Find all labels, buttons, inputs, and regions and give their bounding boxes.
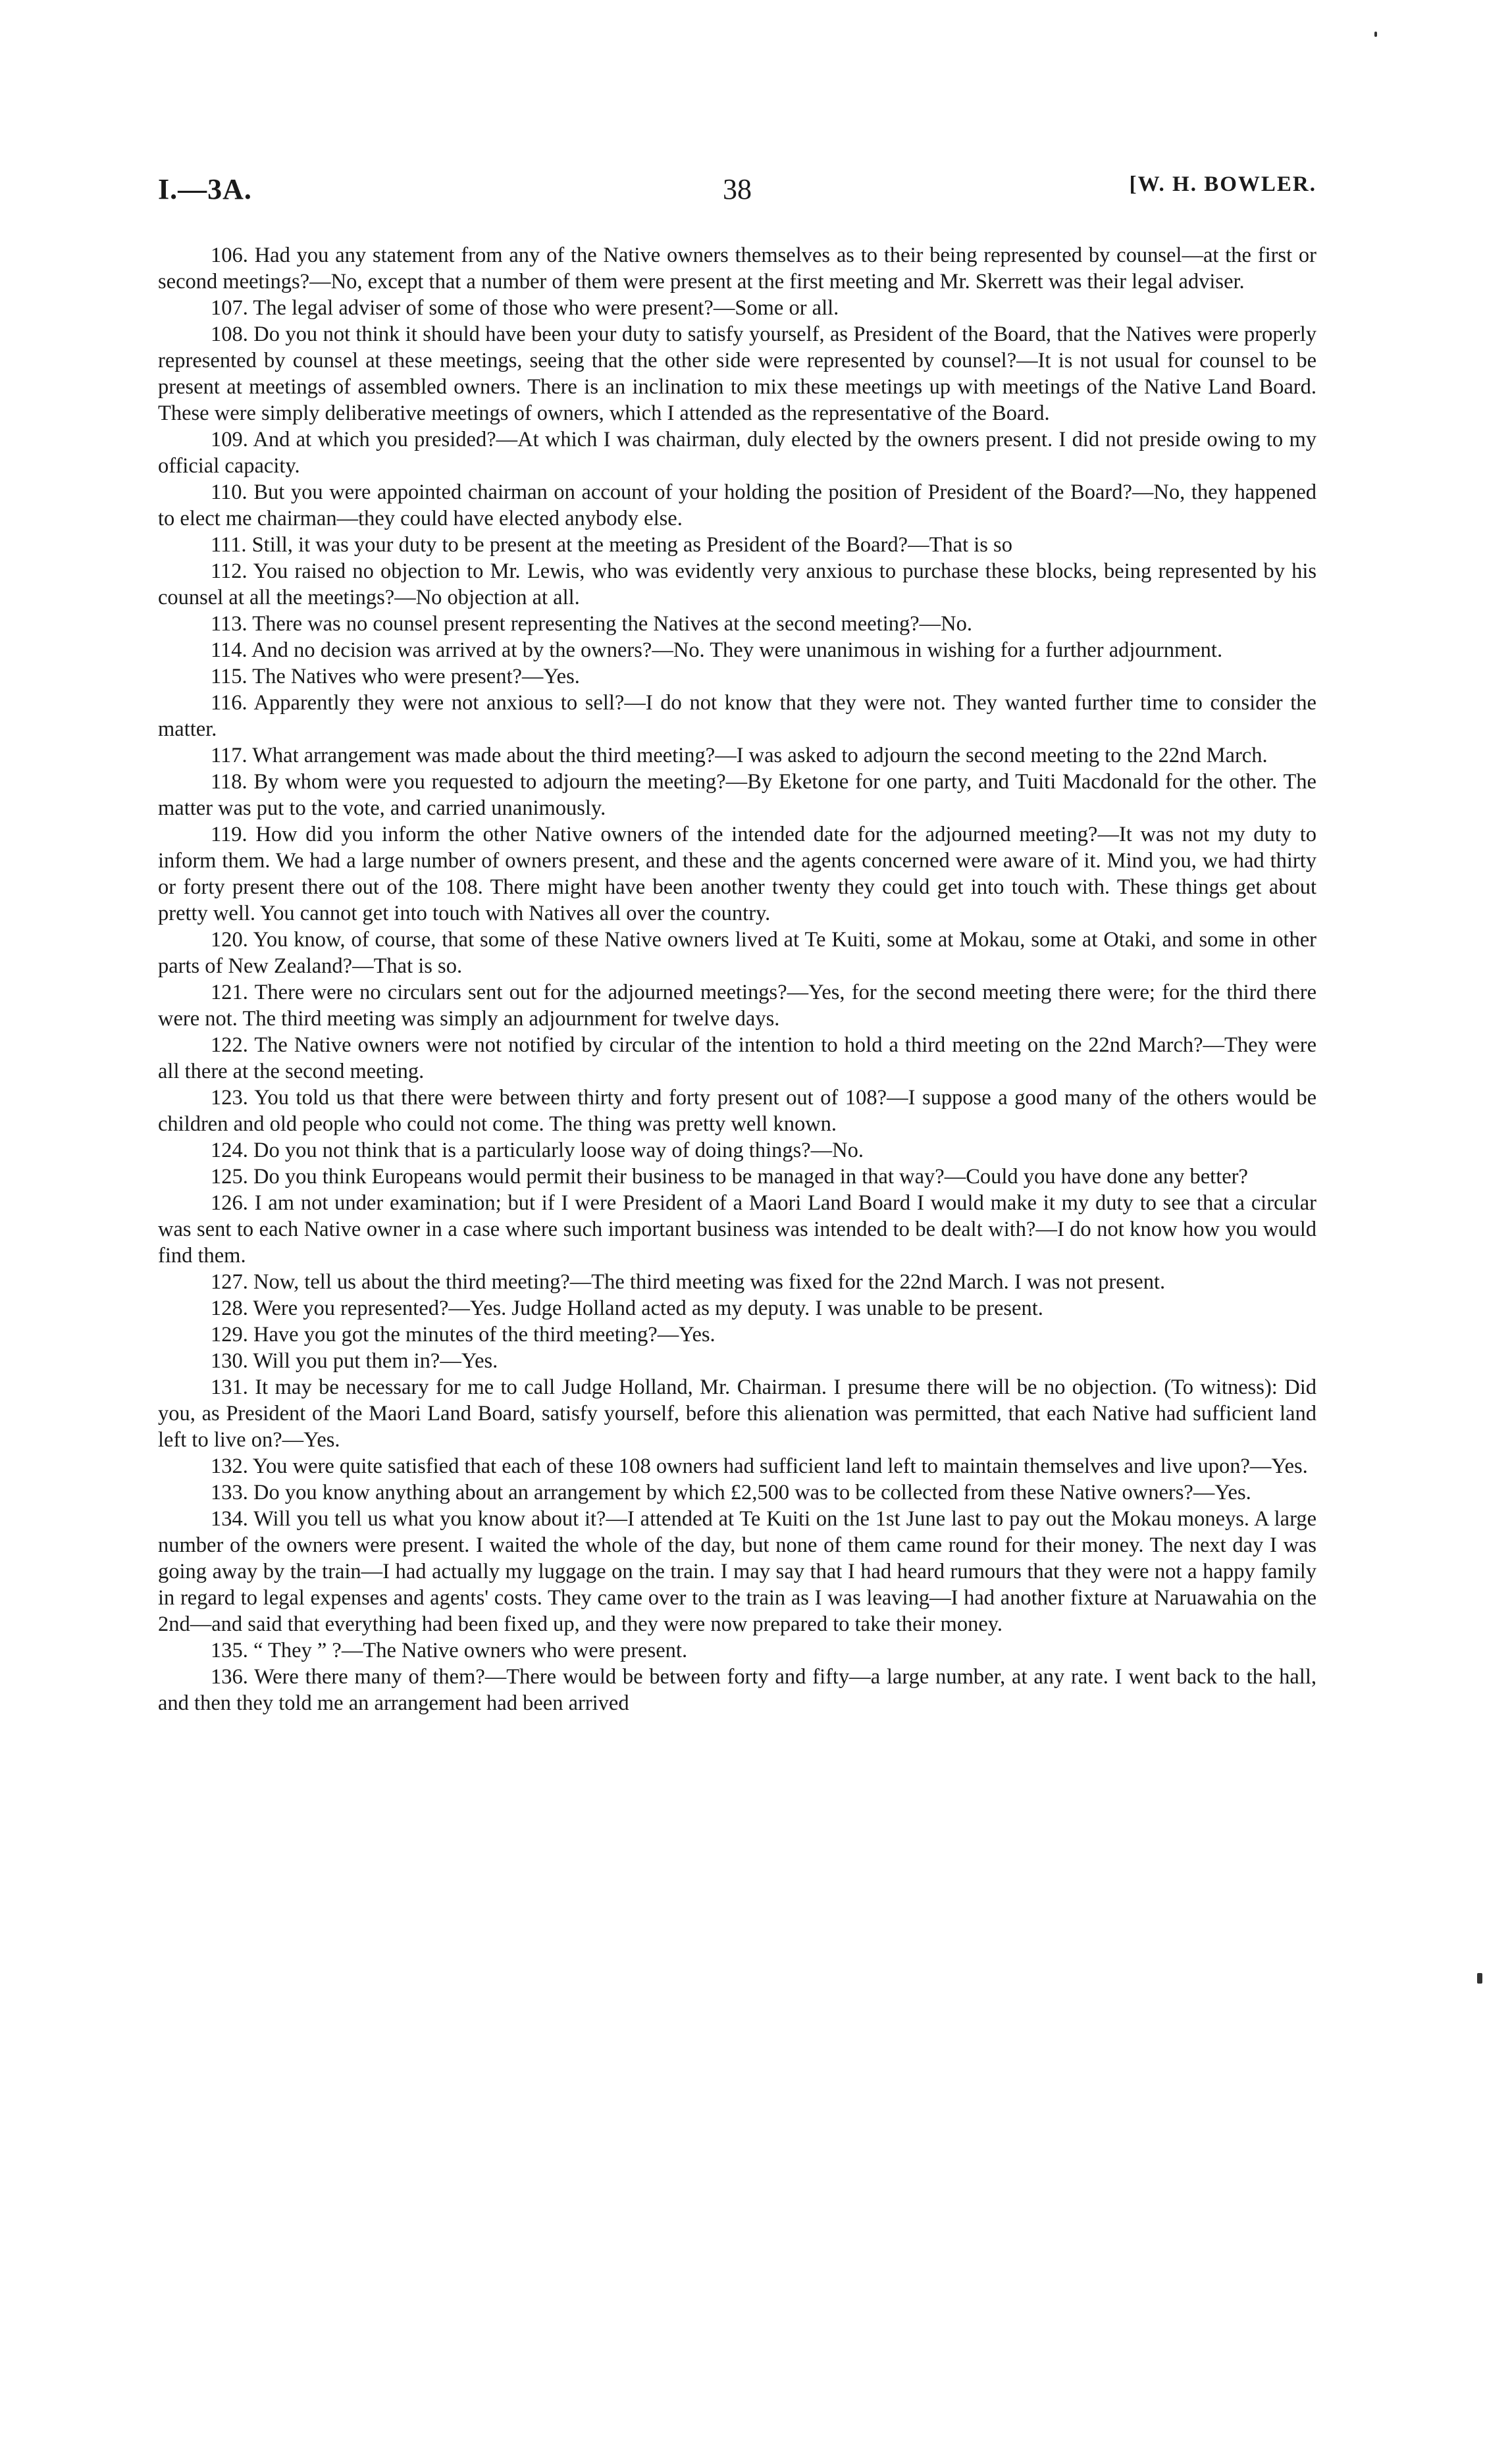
- question-number: 116.: [211, 691, 248, 715]
- answer-text: —No.: [810, 1139, 864, 1162]
- page-header: [158, 172, 1316, 212]
- question-number: 117.: [211, 744, 248, 767]
- question-number: 109.: [211, 428, 248, 451]
- question-135: [158, 1637, 1316, 1664]
- question-117: [158, 742, 1316, 769]
- question-number: 134.: [211, 1507, 248, 1531]
- question-text: You told us that there were between thirty and forty present out of 108?: [254, 1086, 887, 1110]
- answer-text: —That is so: [908, 533, 1012, 557]
- question-number: 118.: [211, 770, 248, 794]
- question-number: 112.: [211, 559, 248, 583]
- question-number: 128.: [211, 1296, 248, 1320]
- answer-text: —Yes.: [282, 1428, 340, 1452]
- question-122: [158, 1032, 1316, 1085]
- answer-text: —Yes.: [657, 1323, 716, 1347]
- question-number: 106.: [211, 244, 248, 267]
- witness-name: [W. H. BOWLER.: [1129, 172, 1316, 196]
- question-text: Were you represented?: [253, 1296, 449, 1320]
- question-text: How did you inform the other Native owners of the intended date for the adjourned meeting?: [255, 823, 1098, 846]
- question-number: 121.: [211, 981, 248, 1004]
- question-number: 132.: [211, 1454, 248, 1478]
- question-113: [158, 611, 1316, 637]
- question-114: [158, 637, 1316, 663]
- question-text: Do you not think it should have been your duty to satisfy yourself, as President of the Board, that the Natives were properly represented by counsel at these meetings, seeing that the other side were represented by counsel?: [158, 322, 1317, 372]
- answer-text: —Yes.: [440, 1349, 498, 1373]
- question-112: [158, 558, 1316, 611]
- question-number: 111.: [211, 533, 247, 557]
- question-text: Apparently they were not anxious to sell?: [253, 691, 625, 715]
- question-text: Do you know anything about an arrangement by which £2,500 was to be collected from these Native owners?: [253, 1481, 1193, 1504]
- answer-text: —No. They were unanimous in wishing for a further adjournment.: [652, 638, 1223, 662]
- question-133: [158, 1479, 1316, 1506]
- question-number: 122.: [211, 1033, 248, 1057]
- question-number: 135.: [211, 1639, 248, 1662]
- document-page: [158, 0, 1316, 2464]
- answer-text: —That is so.: [352, 954, 463, 978]
- answer-text: —I was asked to adjourn the second meeting to the 22nd March.: [715, 744, 1268, 767]
- question-text: And no decision was arrived at by the owners?: [251, 638, 652, 662]
- question-128: [158, 1295, 1316, 1322]
- question-number: 124.: [211, 1139, 248, 1162]
- question-108: [158, 321, 1316, 426]
- scan-speck: [1477, 1973, 1482, 1984]
- question-126: [158, 1190, 1316, 1269]
- question-number: 110.: [211, 480, 248, 504]
- question-number: 123.: [211, 1086, 248, 1110]
- answer-text: —I do not know that they were not. They wanted further time to consider the matter.: [158, 691, 1316, 741]
- question-number: 126.: [211, 1191, 248, 1215]
- question-text: You were quite satisfied that each of these 108 owners had sufficient land left to maintain themselves and live upon?: [252, 1454, 1250, 1478]
- question-text: Will you tell us what you know about it?: [253, 1507, 606, 1531]
- answer-text: —Yes.: [1249, 1454, 1308, 1478]
- paper-reference: I.—3A.: [158, 173, 252, 205]
- evidence-text: [158, 242, 1316, 1716]
- question-text: You know, of course, that some of these Native owners lived at Te Kuiti, some at Mokau, some at Otaki, and some in other parts of New Zealand?: [158, 928, 1317, 978]
- question-118: [158, 769, 1316, 821]
- answer-text: —The Native owners who were present.: [341, 1639, 688, 1662]
- question-text: The Natives who were present?: [252, 665, 522, 688]
- question-131: [158, 1374, 1316, 1453]
- question-text: Now, tell us about the third meeting?: [253, 1270, 570, 1294]
- question-number: 130.: [211, 1349, 248, 1373]
- answer-text: —Yes, for the second meeting there were; for the third there were not. The third meeting was simply an adjournment for twelve days.: [158, 981, 1316, 1031]
- question-text: Will you put them in?: [253, 1349, 440, 1373]
- answer-text: —No.: [919, 612, 973, 636]
- question-text: Do you not think that is a particularly loose way of doing things?: [253, 1139, 811, 1162]
- question-number: 107.: [211, 296, 248, 320]
- question-125: [158, 1164, 1316, 1190]
- answer-text: —There would be between forty and fifty—a large number, at any rate. I went back to the hall, and then they told me an arrangement had been arrived: [158, 1665, 1316, 1715]
- answer-text: —I suppose a good many of the others would be children and old people who could not come. The thing was pretty well known.: [158, 1086, 1317, 1136]
- answer-text: —Some or all.: [713, 296, 839, 320]
- question-number: 131.: [211, 1375, 248, 1399]
- question-text: But you were appointed chairman on account of your holding the position of President of the Board?: [253, 480, 1132, 504]
- answer-text: —No, except that a number of them were present at the first meeting and Mr. Skerrett was their legal adviser.: [309, 270, 1245, 294]
- question-127: [158, 1269, 1316, 1295]
- question-number: 133.: [211, 1481, 248, 1504]
- question-134: [158, 1506, 1316, 1637]
- question-106: [158, 242, 1316, 295]
- question-number: 113.: [211, 612, 248, 636]
- answer-text: —I do not know how you would find them.: [158, 1218, 1316, 1268]
- answer-text: —No, they happened to elect me chairman—they could have elected anybody else.: [158, 480, 1317, 530]
- question-number: 114.: [211, 638, 248, 662]
- question-132: [158, 1453, 1316, 1479]
- answer-text: —Yes.: [1193, 1481, 1251, 1504]
- answer-text: —The third meeting was fixed for the 22nd March. I was not present.: [569, 1270, 1166, 1294]
- question-text: The Native owners were not notified by circular of the intention to hold a third meeting on the 22nd March?: [254, 1033, 1203, 1057]
- answer-text: —No objection at all.: [394, 586, 580, 609]
- question-text: And at which you presided?: [253, 428, 496, 451]
- page-number: 38: [723, 173, 752, 205]
- question-number: 108.: [211, 322, 248, 346]
- question-116: [158, 690, 1316, 742]
- question-123: [158, 1085, 1316, 1137]
- question-number: 125.: [211, 1165, 248, 1189]
- question-text: You raised no objection to Mr. Lewis, who was evidently very anxious to purchase these blocks, being represented by his counsel at all the meetings?: [158, 559, 1317, 609]
- answer-text: —Yes. Judge Holland acted as my deputy. I was unable to be present.: [448, 1296, 1043, 1320]
- answer-text: —They were all there at the second meeting.: [158, 1033, 1316, 1083]
- question-text: Still, it was your duty to be present at the meeting as President of the Board?: [251, 533, 908, 557]
- question-text: “ They ” ?: [253, 1639, 342, 1662]
- question-text: I am not under examination; but if I were President of a Maori Land Board I would make it my duty to see that a circular was sent to each Native owner in a case where such important business was intended to be dealt with?: [158, 1191, 1316, 1241]
- question-number: 115.: [211, 665, 248, 688]
- question-121: [158, 979, 1316, 1032]
- question-number: 120.: [211, 928, 248, 952]
- question-129: [158, 1322, 1316, 1348]
- question-124: [158, 1137, 1316, 1164]
- question-number: 129.: [211, 1323, 248, 1347]
- answer-text: —By Eketone for one party, and Tuiti Macdonald for the other. The matter was put to the vote, and carried unanimously.: [158, 770, 1316, 820]
- answer-text: —At which I was chairman, duly elected by the owners present. I did not preside owing to my official capacity.: [158, 428, 1316, 478]
- question-110: [158, 479, 1316, 532]
- question-text: Have you got the minutes of the third meeting?: [253, 1323, 658, 1347]
- question-text: What arrangement was made about the third meeting?: [252, 744, 716, 767]
- question-111: [158, 532, 1316, 558]
- question-text: Do you think Europeans would permit their business to be managed in that way?: [253, 1165, 945, 1189]
- question-number: 127.: [211, 1270, 248, 1294]
- answer-text: —It was not my duty to inform them. We had a large number of owners present, and these and the agents concerned were aware of it. Mind you, we had thirty or forty present there out of the 108. There might have been another twenty they could get into touch with. These things get about pretty well. You cannot get into touch with Natives all over the country.: [158, 823, 1317, 925]
- answer-text: —It is not usual for counsel to be present at meetings of assembled owners. There is an inclination to mix these meetings up with meetings of the Native Land Board. These were simply deliberative meetings of owners, which I attended as the representative of the Board.: [158, 349, 1316, 425]
- answer-text: —Yes.: [521, 665, 580, 688]
- question-number: 136.: [211, 1665, 248, 1689]
- question-text: By whom were you requested to adjourn the meeting?: [253, 770, 726, 794]
- question-text: The legal adviser of some of those who were present?: [253, 296, 714, 320]
- question-136: [158, 1664, 1316, 1716]
- question-text: It may be necessary for me to call Judge Holland, Mr. Chairman. I presume there will be no objection. (To witness): Did you, as President of the Maori Land Board, satisfy yourself, before this alienation was permitted, that each Native had sufficient land left to live on?: [158, 1375, 1317, 1452]
- question-119: [158, 821, 1316, 927]
- question-109: [158, 426, 1316, 479]
- question-text: There were no circulars sent out for the adjourned meetings?: [254, 981, 787, 1004]
- question-120: [158, 927, 1316, 979]
- question-115: [158, 663, 1316, 690]
- question-number: 119.: [211, 823, 248, 846]
- question-107: [158, 295, 1316, 321]
- question-text: There was no counsel present representing the Natives at the second meeting?: [252, 612, 920, 636]
- question-text: Had you any statement from any of the Native owners themselves as to their being represented by counsel—at the first or second meetings?: [158, 244, 1316, 294]
- answer-text: —I attended at Te Kuiti on the 1st June last to pay out the Mokau moneys. A large number of the owners were present. I waited the whole of the day, but none of them came round for their money. The next day I was going away by the train—I had actually my luggage on the train. I may say that I had heard rumours that they were not a happy family in regard to legal expenses and agents' costs. They came over to the train as I was leaving—I had another fixture at Naruawahia on the 2nd—and said that everything had been fixed up, and they were now prepared to take their money.: [158, 1507, 1316, 1636]
- answer-text: —Could you have done any better?: [944, 1165, 1248, 1189]
- question-130: [158, 1348, 1316, 1374]
- scan-speck: [1374, 32, 1377, 37]
- question-text: Were there many of them?: [254, 1665, 485, 1689]
